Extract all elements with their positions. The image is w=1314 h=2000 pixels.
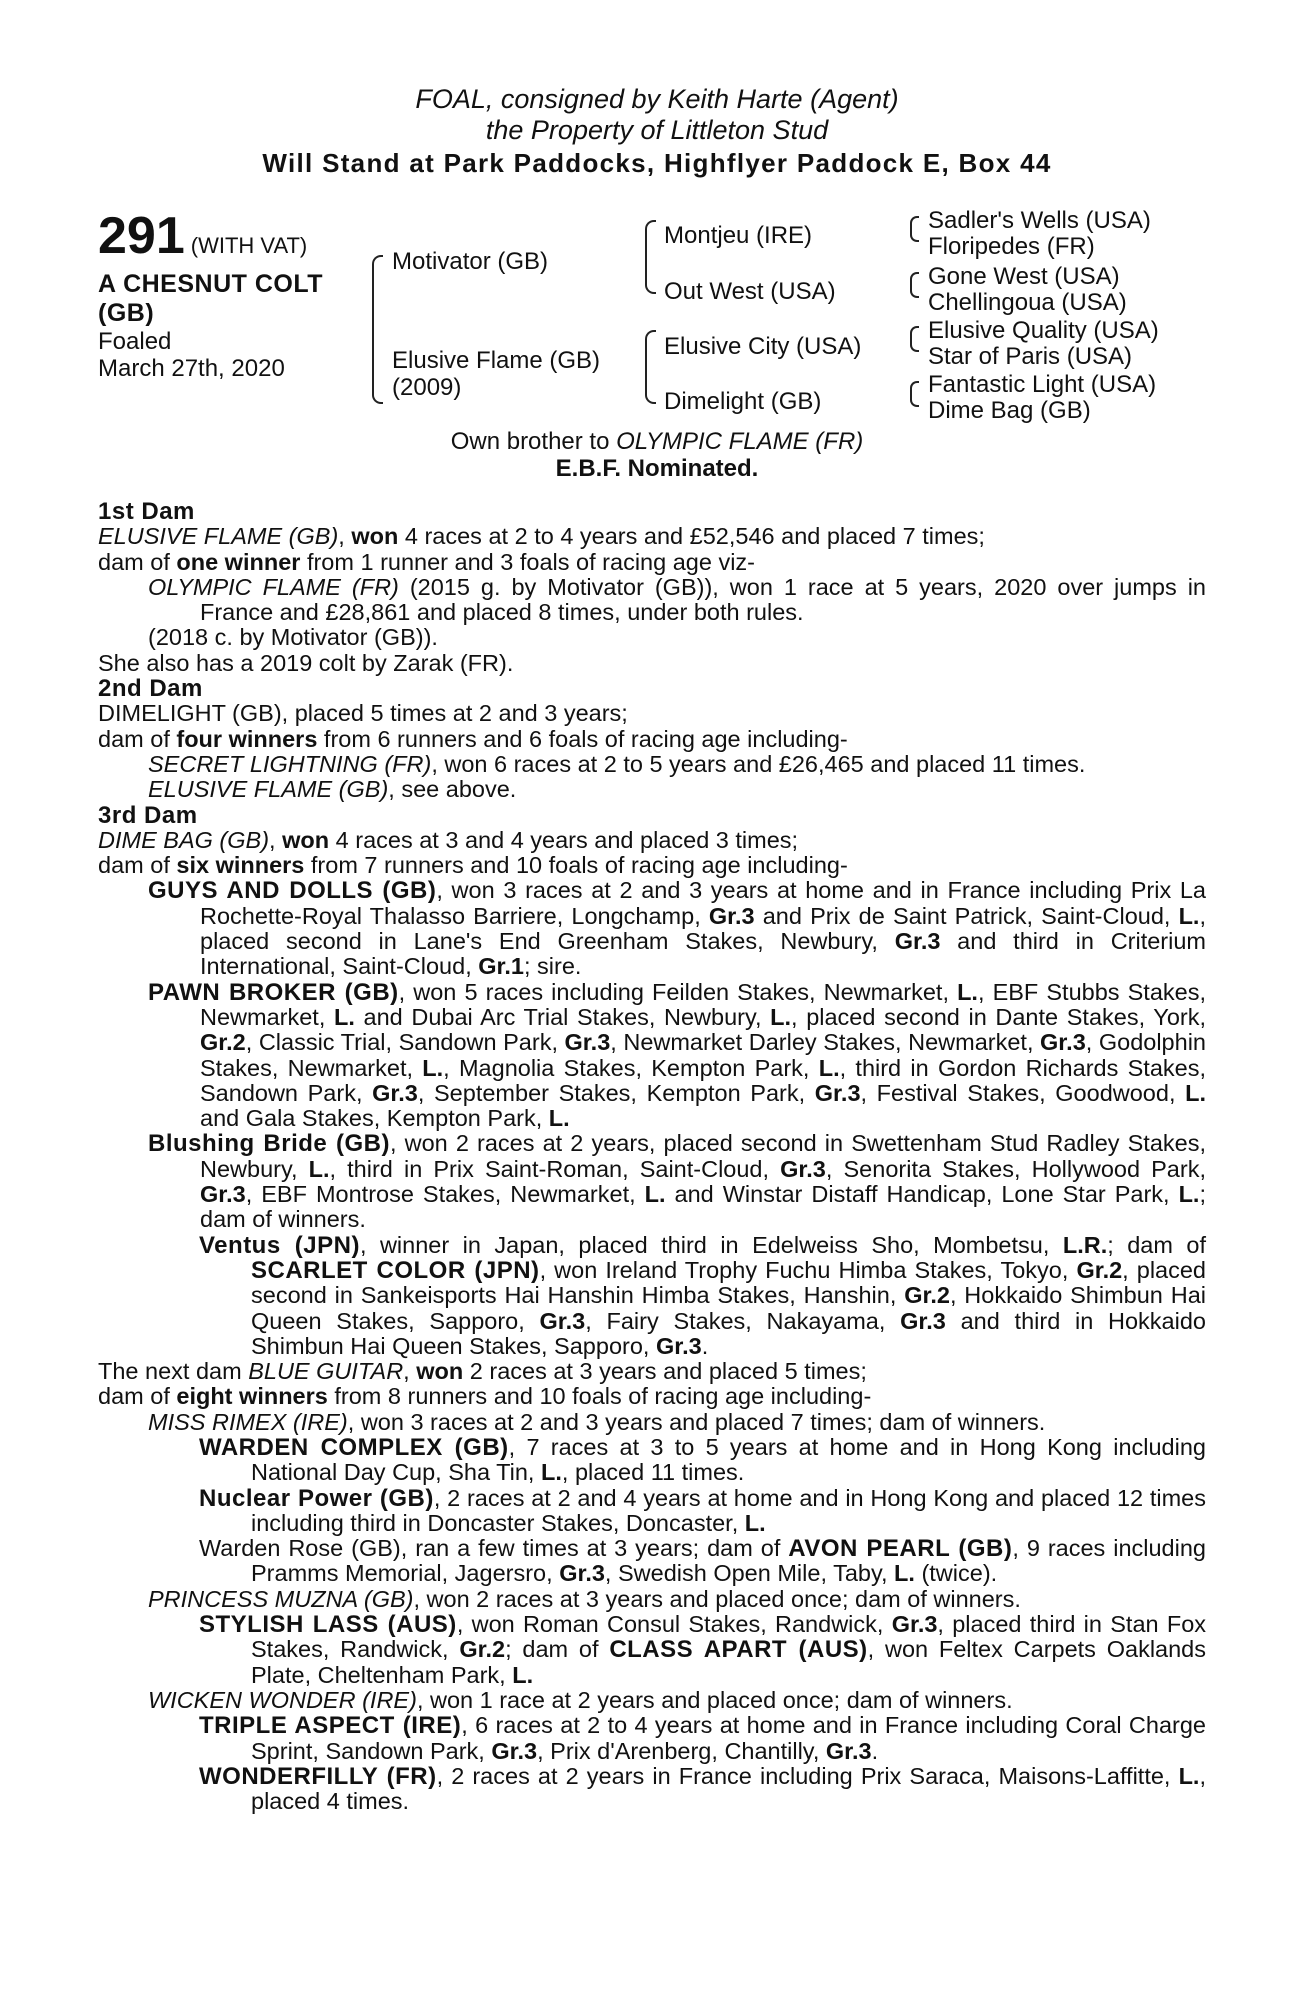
ebf-note: E.B.F. Nominated. [555,455,759,482]
pedigree-sire: Motivator (GB) [392,248,549,275]
vat-note: (WITH VAT) [190,233,308,258]
pedigree-brace-1 [372,255,383,404]
pedigree-brace-2a [645,220,656,294]
pedigree-dam-dam: Dimelight (GB) [664,388,822,415]
pedigree-ddd: Dime Bag (GB) [928,397,1091,424]
produce-entry: WONDERFILLY (FR), 2 races at 2 years in France including Prix Saraca, Maisons-Laffitte, L., placed 4 times. [199,1762,1206,1815]
next-dam-produce-summary: dam of eight winners from 8 runners and 10 foals of racing age including- [98,1383,872,1410]
produce-entry: MISS RIMEX (IRE), won 3 races at 2 and 3 years and placed 7 times; dam of winners. [148,1408,1046,1435]
second-dam-line: DIMELIGHT (GB), placed 5 times at 2 and 3 years; [98,700,628,727]
produce-entry: Blushing Bride (GB), won 2 races at 2 years, placed second in Swettenham Stud Radley Stakes, Newbury, L., third in Prix Saint-Roman, Saint-Cloud, Gr.3, Senorita Stakes, Hollywood Park, Gr.3, EBF Montrose Stakes, Newmarket, L. and Winstar Distaff Handicap, Lone Star Park, L.; dam of winners. [148,1130,1206,1233]
pedigree-dam-sire: Elusive City (USA) [664,333,862,360]
pedigree-brace-2b [645,330,656,404]
lot-block [98,207,324,382]
produce-entry: PAWN BROKER (GB), won 5 races including Feilden Stakes, Newmarket, L., EBF Stubbs Stakes, Newmarket, L. and Dubai Arc Trial Stakes, Newbury, L., placed second in Dante Stakes, York, Gr.2, Classic Trial, Sandown Park, Gr.3, Newmarket Darley Stakes, Newmarket, Gr.3, Godolphin Stakes, Newmarket, L., Magnolia Stakes, Kempton Park, L., third in Gordon Richards Stakes, Sandown Park, Gr.3, September Stakes, Kempton Park, Gr.3, Festival Stakes, Goodwood, L. and Gala Stakes, Kempton Park, L. [148,978,1207,1132]
produce-entry: Warden Rose (GB), ran a few times at 3 years; dam of AVON PEARL (GB), 9 races including Pramms Memorial, Jagersro, Gr.3, Swedish Open Mile, Taby, L. (twice). [199,1535,1206,1587]
second-dam-produce-summary: dam of four winners from 6 runners and 6 foals of racing age including- [98,725,848,752]
produce-entry: STYLISH LASS (AUS), won Roman Consul Stakes, Randwick, Gr.3, placed third in Stan Fox Stakes, Randwick, Gr.2; dam of CLASS APART (AUS), won Feltex Carpets Oaklands Plate, Cheltenham Park, L. [199,1611,1207,1688]
first-dam-line: ELUSIVE FLAME (GB), won 4 races at 2 to 4 years and £52,546 and placed 7 times; [98,523,985,550]
pedigree-brace-3c [910,326,919,352]
pedigree-sdd: Chellingoua (USA) [928,289,1127,316]
pedigree-dam-year: (2009) [392,374,462,401]
produce-entry: Ventus (JPN), winner in Japan, placed third in Edelweiss Sho, Mombetsu, L.R.; dam of SCARLET COLOR (JPN), won Ireland Trophy Fuchu Himba Stakes, Tokyo, Gr.2, placed second in Sankeisports Hai Hanshin Himba Stakes, Hanshin, Gr.2, Hokkaido Shimbun Hai Queen Stakes, Sapporo, Gr.3, Fairy Stakes, Nakayama, Gr.3 and third in Hokkaido Shimbun Hai Queen Stakes, Sapporo, Gr.3. [199,1231,1207,1359]
pedigree-brace-3b [910,272,919,298]
pedigree-dam: Elusive Flame (GB) [392,347,601,374]
foaled-date: March 27th, 2020 [98,355,285,382]
first-dam-produce-summary: dam of one winner from 1 runner and 3 foals of racing age viz- [98,548,755,575]
foaled-label: Foaled [98,328,172,355]
produce-entry: (2018 c. by Motivator (GB)). [148,624,438,651]
lot-description [98,270,323,328]
produce-entry: SECRET LIGHTNING (FR), won 6 races at 2 to 5 years and £26,465 and placed 11 times. [148,750,1086,777]
colt-country: (GB) [98,299,155,327]
produce-entry: TRIPLE ASPECT (IRE), 6 races at 2 to 4 years at home and in France including Coral Charge Sprint, Sandown Park, Gr.3, Prix d'Arenberg, Chantilly, Gr.3. [199,1712,1206,1764]
produce-entry: WARDEN COMPLEX (GB), 7 races at 3 to 5 years at home and in Hong Kong including National Day Cup, Sha Tin, L., placed 11 times. [199,1433,1206,1486]
produce-entry: GUYS AND DOLLS (GB), won 3 races at 2 and 3 years at home and in France including Prix La Rochette-Royal Thalasso Barriere, Longchamp, Gr.3 and Prix de Saint Patrick, Saint-Cloud, L., placed second in Lane's End Greenham Stakes, Newbury, Gr.3 and third in Criterium International, Saint-Cloud, Gr.1; sire. [148,877,1207,980]
pedigree-sire-sire: Montjeu (IRE) [664,222,813,249]
produce-entry: Nuclear Power (GB), 2 races at 2 and 4 years at home and in Hong Kong and placed 12 times including third in Doncaster Stakes, Doncaster, L. [199,1484,1206,1536]
lot-number: 291 [98,207,185,265]
section-heading-3rd-dam: 3rd Dam [98,801,198,829]
pedigree-dds: Fantastic Light (USA) [928,371,1157,398]
pedigree-brace-3a [910,216,919,242]
third-dam-produce-summary: dam of six winners from 7 runners and 10 foals of racing age including- [98,852,848,879]
produce-entry: OLYMPIC FLAME (FR) (2015 g. by Motivator (GB)), won 1 race at 5 years, 2020 over jumps in France and £28,861 and placed 8 times, under both rules. [148,573,1206,626]
pedigree-sds: Gone West (USA) [928,263,1120,290]
section-heading-1st-dam: 1st Dam [98,498,195,525]
produce-note: She also has a 2019 colt by Zarak (FR). [98,649,514,676]
pedigree-ssd: Floripedes (FR) [928,233,1095,260]
produce-entry: WICKEN WONDER (IRE), won 1 race at 2 years and placed once; dam of winners. [148,1686,1013,1713]
third-dam-line: DIME BAG (GB), won 4 races at 3 and 4 years and placed 3 times; [98,826,799,853]
pedigree-sss: Sadler's Wells (USA) [928,207,1151,234]
pedigree-dsd: Star of Paris (USA) [928,343,1133,370]
next-dam-line: The next dam BLUE GUITAR, won 2 races at 3 years and placed 5 times; [98,1358,867,1385]
pedigree-brace-3d [910,381,919,407]
produce-entry: PRINCESS MUZNA (GB), won 2 races at 3 years and placed once; dam of winners. [148,1585,1021,1612]
stabling-line: Will Stand at Park Paddocks, Highflyer Paddock E, Box 44 [262,148,1052,178]
property-line: the Property of Littleton Stud [485,115,829,145]
catalogue-body [98,499,1206,1814]
consignor-line: FOAL, consigned by Keith Harte (Agent) [415,84,899,114]
own-brother-note: Own brother to OLYMPIC FLAME (FR) [450,428,864,455]
colt-line: A CHESNUT COLT [98,270,324,298]
pedigree-sire-dam: Out West (USA) [664,278,836,305]
section-heading-2nd-dam: 2nd Dam [98,675,203,703]
produce-entry: ELUSIVE FLAME (GB), see above. [148,776,517,803]
pedigree-dss: Elusive Quality (USA) [928,317,1159,344]
pedigree-notes [0,428,1314,482]
